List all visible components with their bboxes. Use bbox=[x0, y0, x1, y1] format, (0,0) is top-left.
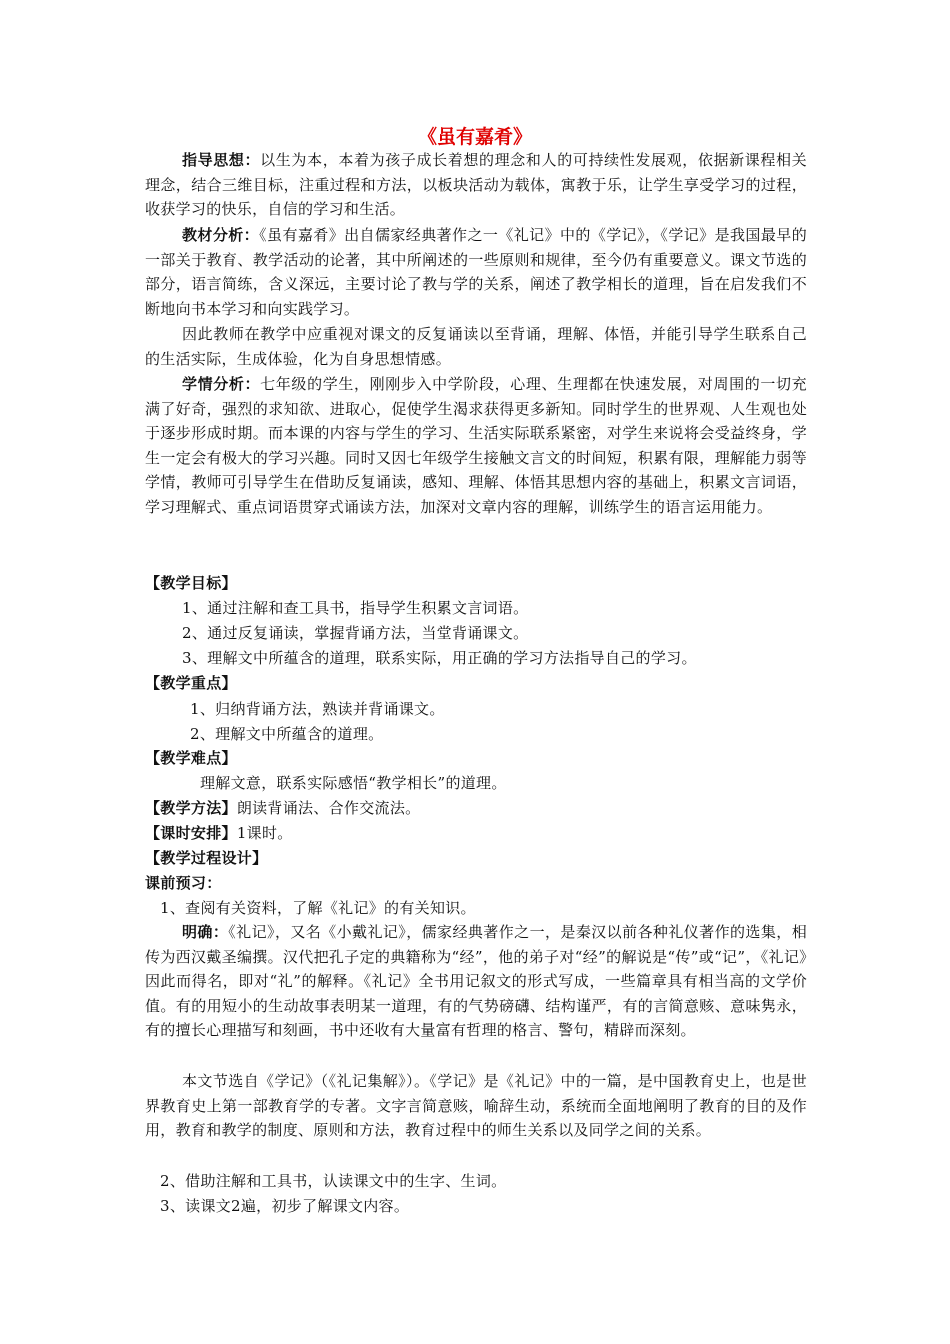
preview-item-1: 1、查阅有关资料，了解《礼记》的有关知识。 bbox=[160, 899, 476, 917]
student-analysis-paragraph bbox=[145, 372, 807, 520]
key-point-item-1: 1、归纳背诵方法，熟读并背诵课文。 bbox=[190, 700, 445, 718]
goal-item-2: 2、通过反复诵读，掌握背诵方法，当堂背诵课文。 bbox=[182, 624, 529, 642]
key-points-heading: 【教学重点】 bbox=[145, 674, 237, 692]
difficulty-heading: 【教学难点】 bbox=[145, 749, 237, 767]
guiding-thought-paragraph bbox=[145, 148, 807, 222]
schedule-text: 1课时。 bbox=[236, 824, 293, 842]
clarify-text: 《礼记》，又名《小戴礼记》，儒家经典著作之一，是秦汉以前各种礼仪著作的选集，相传为西汉戴圣编撰。汉代把孔子定的典籍称为“经”，他的弟子对“经”的解说是“传”或“记”，《礼记》因此而得名，即对“礼”的解释。《礼记》全书用记叙文的形式写成，一些篇章具有相当高的文学价值。有的用短小的生动故事表明某一道理，有的气势磅礴、结构谨严，有的言简意赅、意味隽永，有的擅长心理描写和刻画，书中还收有大量富有哲理的格言、警句，精辟而深刻。 bbox=[145, 923, 807, 1040]
difficulty-text: 理解文意，联系实际感悟“教学相长”的道理。 bbox=[200, 774, 507, 792]
preview-heading: 课前预习： bbox=[145, 874, 222, 892]
key-point-item-2: 2、理解文中所蕴含的道理。 bbox=[190, 725, 384, 743]
page-title: 《虽有嘉肴》 bbox=[417, 126, 532, 148]
process-heading: 【教学过程设计】 bbox=[145, 849, 268, 867]
method-label: 【教学方法】 bbox=[145, 799, 237, 817]
guiding-thought-label: 指导思想： bbox=[182, 151, 261, 169]
material-analysis-text: 《虽有嘉肴》出自儒家经典著作之一《礼记》中的《学记》，《学记》是我国最早的一部关于教育、教学活动的论著，其中所阐述的一些原则和规律，至今仍有重要意义。课文节选的部分，语言简练，含义深远，主要讨论了教与学的关系，阐述了教学相长的道理，旨在启发我们不断地向书本学习和向实践学习。 bbox=[145, 226, 807, 318]
student-analysis-label: 学情分析： bbox=[182, 375, 261, 393]
source-paragraph: 本文节选自《学记》（《礼记集解》）。《学记》是《礼记》中的一篇，是中国教育史上，也是世界教育史上第一部教育学的专著。文字言简意赅，喻辞生动，系统而全面地阐明了教育的目的及作用，教育和教学的制度、原则和方法，教育过程中的师生关系以及同学之间的关系。 bbox=[145, 1072, 807, 1140]
method-text: 朗读背诵法、合作交流法。 bbox=[236, 799, 421, 817]
material-note-paragraph: 因此教师在教学中应重视对课文的反复诵读以至背诵，理解、体悟，并能引导学生联系自己的生活实际，生成体验，化为自身思想情感。 bbox=[145, 325, 807, 368]
material-analysis-paragraph bbox=[145, 223, 807, 321]
schedule-line bbox=[145, 821, 293, 845]
preview-item-3: 3、读课文2遍，初步了解课文内容。 bbox=[160, 1197, 410, 1215]
goal-item-3: 3、理解文中所蕴含的道理，联系实际，用正确的学习方法指导自己的学习。 bbox=[182, 649, 697, 667]
preview-item-2: 2、借助注解和工具书，认读课文中的生字、生词。 bbox=[160, 1172, 507, 1190]
goal-item-1: 1、通过注解和查工具书，指导学生积累文言词语。 bbox=[182, 599, 529, 617]
method-line bbox=[145, 796, 420, 820]
student-analysis-text: 七年级的学生，刚刚步入中学阶段，心理、生理都在快速发展，对周围的一切充满了好奇，强烈的求知欲、进取心，促使学生渴求获得更多新知。同时学生的世界观、人生观也处于逐步形成时期。而本课的内容与学生的学习、生活实际联系紧密，对学生来说将会受益终身，学生一定会有极大的学习兴趣。同时又因七年级学生接触文言文的时间短，积累有限，理解能力弱等学情，教师可引导学生在借助反复诵读，感知、理解、体悟其思想内容的基础上，积累文言词语，学习理解式、重点词语贯穿式诵读方法，加深对文章内容的理解，训练学生的语言运用能力。 bbox=[145, 375, 807, 516]
guiding-thought-text: 以生为本，本着为孩子成长着想的理念和人的可持续性发展观，依据新课程相关理念，结合三维目标，注重过程和方法，以板块活动为载体，寓教于乐，让学生享受学习的过程，收获学习的快乐，自信的学习和生活。 bbox=[145, 151, 807, 219]
clarify-paragraph bbox=[145, 920, 807, 1043]
clarify-label: 明确： bbox=[182, 923, 229, 941]
schedule-label: 【课时安排】 bbox=[145, 824, 237, 842]
material-analysis-label: 教材分析： bbox=[182, 226, 260, 244]
goals-heading: 【教学目标】 bbox=[145, 574, 237, 592]
